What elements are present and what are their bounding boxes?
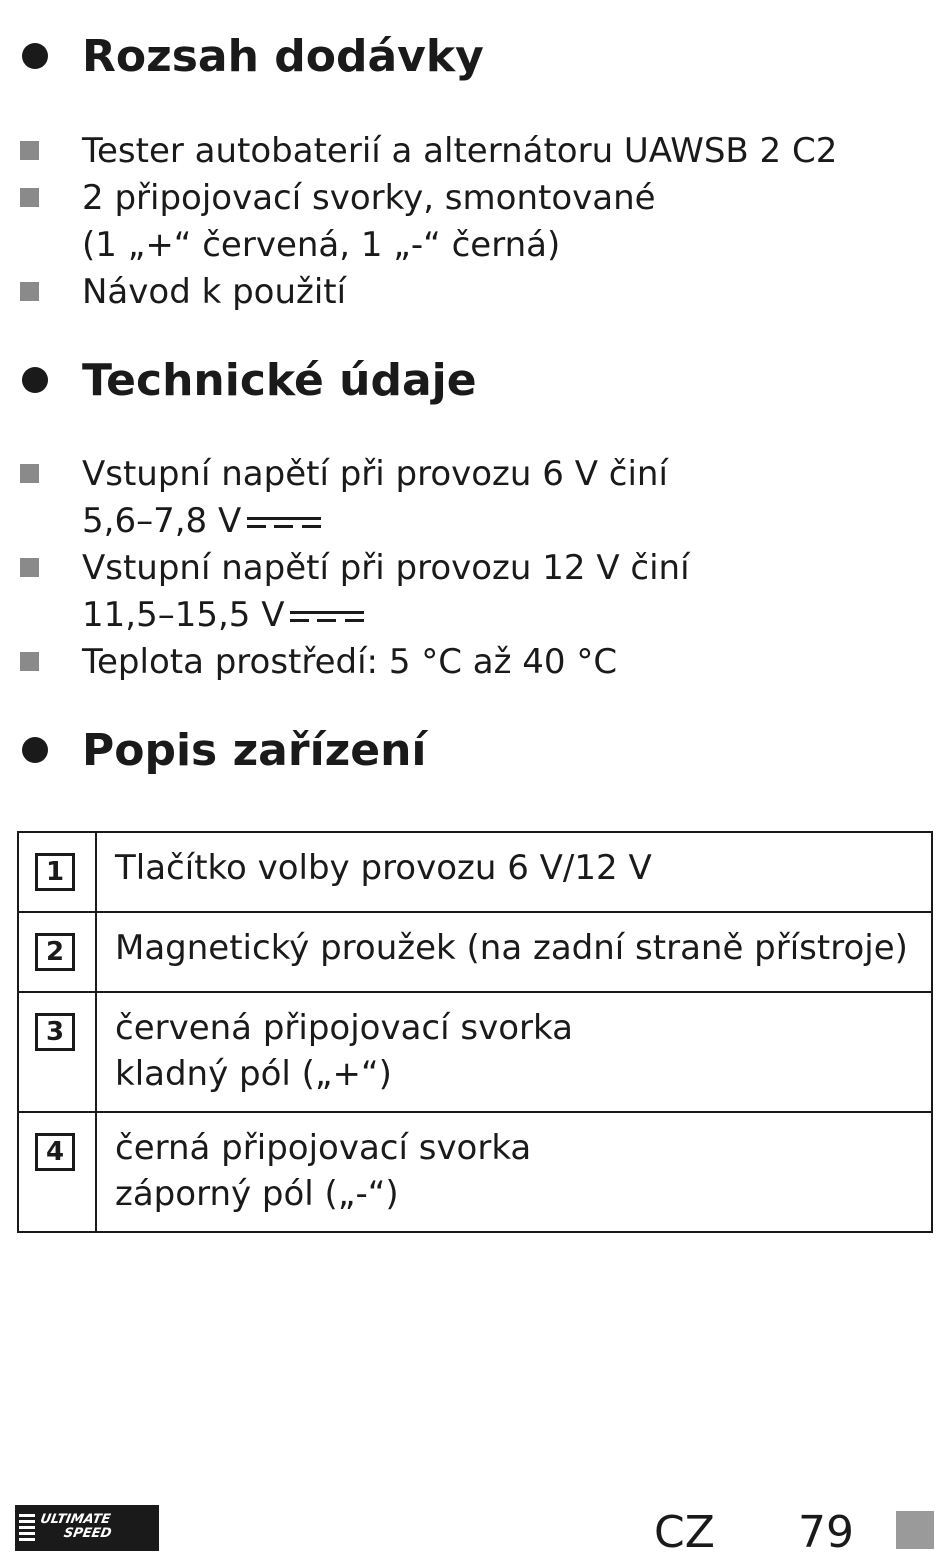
technical-list: [0, 451, 690, 686]
part-number: 4: [35, 1133, 75, 1171]
direct-current-icon: [290, 609, 364, 625]
heading-bullet-icon: [22, 737, 48, 763]
part-number-cell: [18, 992, 96, 1112]
square-bullet-icon: [20, 652, 39, 671]
list-item: 2 připojovací svorky, smontované (1 „+“ červená, 1 „-“ černá): [0, 175, 837, 269]
section-title: Popis zařízení: [82, 724, 427, 776]
parts-table: [17, 831, 933, 1233]
page-marker-icon: [896, 1511, 934, 1549]
part-number-cell: [18, 1112, 96, 1232]
square-bullet-icon: [20, 558, 39, 577]
square-bullet-icon: [20, 282, 39, 301]
part-description: černá připojovací svorka záporný pól („-“): [96, 1112, 932, 1232]
table-row: [18, 832, 932, 912]
square-bullet-icon: [20, 188, 39, 207]
page-number: 79: [798, 1507, 854, 1558]
part-number: 2: [35, 933, 75, 971]
part-number: 3: [35, 1013, 75, 1051]
part-number-cell: [18, 912, 96, 992]
list-item: Vstupní napětí při provozu 12 V činí 11,5–15,5 V: [0, 545, 690, 639]
part-number: 1: [35, 853, 75, 891]
list-item: Tester autobaterií a alternátoru UAWSB 2 C2: [0, 128, 837, 175]
list-item: Teplota prostředí: 5 °C až 40 °C: [0, 639, 690, 686]
section-title: Technické údaje: [82, 354, 477, 406]
direct-current-icon: [247, 515, 321, 531]
section-title: Rozsah dodávky: [82, 30, 484, 82]
table-row: [18, 992, 932, 1112]
list-item: Vstupní napětí při provozu 6 V činí 5,6–7,8 V: [0, 451, 690, 545]
square-bullet-icon: [20, 141, 39, 160]
brand-logo: ULTIMATE SPEED: [15, 1505, 159, 1551]
list-item: Návod k použití: [0, 269, 837, 316]
heading-bullet-icon: [22, 367, 48, 393]
language-code: CZ: [654, 1507, 715, 1558]
heading-bullet-icon: [22, 43, 48, 69]
table-row: [18, 1112, 932, 1232]
square-bullet-icon: [20, 464, 39, 483]
part-description: červená připojovací svorka kladný pól („+“): [96, 992, 932, 1112]
part-number-cell: [18, 832, 96, 912]
part-description: Magnetický proužek (na zadní straně přístroje): [96, 912, 932, 992]
part-description: Tlačítko volby provozu 6 V/12 V: [96, 832, 932, 912]
table-row: [18, 912, 932, 992]
scope-list: [0, 128, 837, 316]
